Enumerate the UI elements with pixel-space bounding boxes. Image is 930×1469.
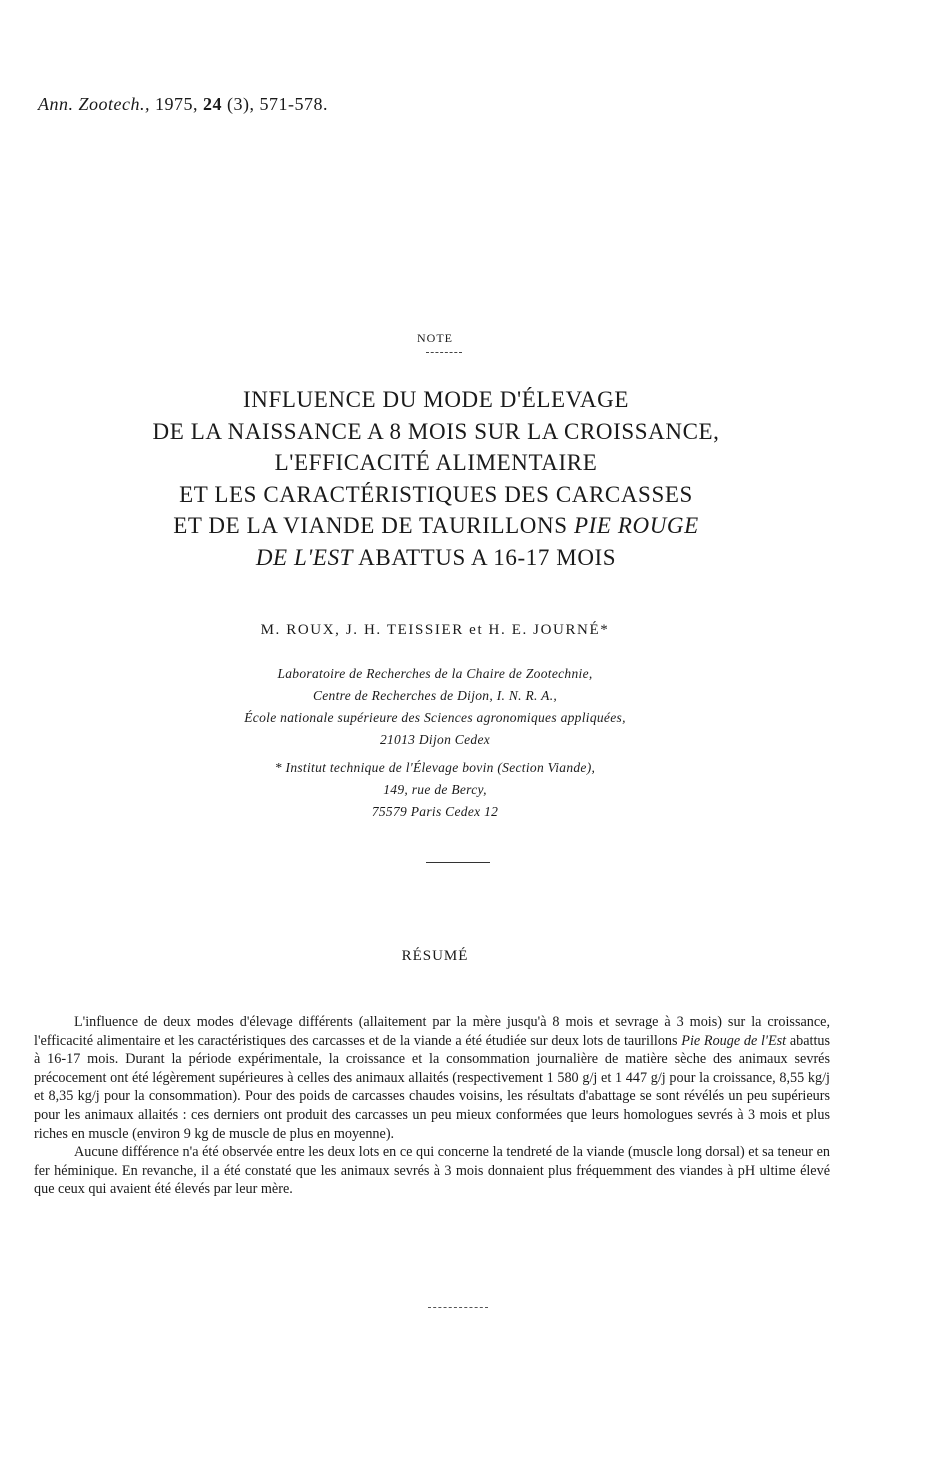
- affiliation-1-line-3: École nationale supérieure des Sciences agronomiques appliquées,: [244, 710, 626, 725]
- end-divider: [428, 1307, 488, 1308]
- section-divider: [426, 862, 490, 863]
- journal-issue-pages: (3), 571-578.: [227, 94, 328, 114]
- affiliation-1-line-1: Laboratoire de Recherches de la Chaire de Zootechnie,: [277, 666, 593, 681]
- paper-title: [40, 384, 832, 574]
- abstract-p1-text-b: abattus à 16-17 mois. Durant la période expérimentale, la croissance et la consommation journalière de matière sèche des animaux sevrés précocement ont été légèrement supérieures à celles des animaux allaités (respectivement 1 580 g/j et 1 447 g/j pour la croissance, 8,55 kg/j et 8,35 kg/j pour la consommation). Pour des poids de carcasses chaudes voisins, les résultats d'abattage se sont révélés un peu supérieurs pour les animaux allaités : ces derniers ont produit des carcasses un peu mieux conformées que leurs homologues sevrés à 3 mois et plus riches en muscle (environ 9 kg de muscle de plus en moyenne).: [34, 1032, 830, 1142]
- title-line-6: [40, 542, 832, 574]
- journal-citation: [38, 94, 328, 115]
- resume-heading: RÉSUMÉ: [401, 948, 469, 964]
- affiliation-1-line-2: Centre de Recherches de Dijon, I. N. R. A.,: [312, 688, 558, 703]
- abstract-body: [34, 1013, 830, 1199]
- title-line-6-italic: DE L'EST: [255, 544, 354, 570]
- affiliation-inra: [0, 663, 870, 751]
- title-line-6-plain: ABATTUS A 16-17 MOIS: [358, 544, 617, 570]
- title-line-5: [40, 510, 832, 542]
- title-line-5-italic: PIE ROUGE: [573, 513, 699, 539]
- note-divider: [426, 352, 462, 353]
- journal-name: Ann. Zootech.,: [38, 94, 150, 114]
- journal-year: 1975,: [155, 94, 198, 114]
- title-line-1: INFLUENCE DU MODE D'ÉLEVAGE: [243, 387, 629, 412]
- abstract-paragraph-1: [34, 1013, 830, 1143]
- affiliation-2-line-3: 75579 Paris Cedex 12: [371, 804, 499, 819]
- title-line-4: ET LES CARACTÉRISTIQUES DES CARCASSES: [179, 481, 693, 507]
- affiliation-itbov: [0, 757, 870, 823]
- title-line-3: L'EFFICACITÉ ALIMENTAIRE: [274, 450, 598, 476]
- affiliation-1-line-4: 21013 Dijon Cedex: [379, 732, 491, 747]
- abstract-paragraph-2: Aucune différence n'a été observée entre les deux lots en ce qui concerne la tendreté de la viande (muscle long dorsal) et sa teneur en fer héminique. En revanche, il a été constaté que les animaux sevrés à 3 mois donnaient plus fréquemment des viandes à pH ultime élevé que ceux qui avaient été élevés par leur mère.: [34, 1144, 830, 1198]
- abstract-p1-breed: Pie Rouge de l'Est: [681, 1032, 787, 1049]
- author-list: M. ROUX, J. H. TEISSIER et H. E. JOURNÉ*: [260, 622, 610, 638]
- affiliation-2-line-2: 149, rue de Bercy,: [383, 782, 487, 797]
- journal-volume: 24: [203, 94, 222, 114]
- affiliation-2-line-1: * Institut technique de l'Élevage bovin (Section Viande),: [274, 760, 596, 775]
- note-label: NOTE: [417, 331, 453, 345]
- title-line-2: DE LA NAISSANCE A 8 MOIS SUR LA CROISSANCE,: [152, 418, 720, 444]
- title-line-5-plain: ET DE LA VIANDE DE TAURILLONS: [173, 513, 568, 539]
- abstract-p1-text-a: L'influence de deux modes d'élevage différents (allaitement par la mère jusqu'à 8 mois et sevrage à 3 mois) sur la croissance, l'efficacité alimentaire et les caractéristiques des carcasses et de la viande a été étudiée sur deux lots de taurillons: [34, 1014, 830, 1049]
